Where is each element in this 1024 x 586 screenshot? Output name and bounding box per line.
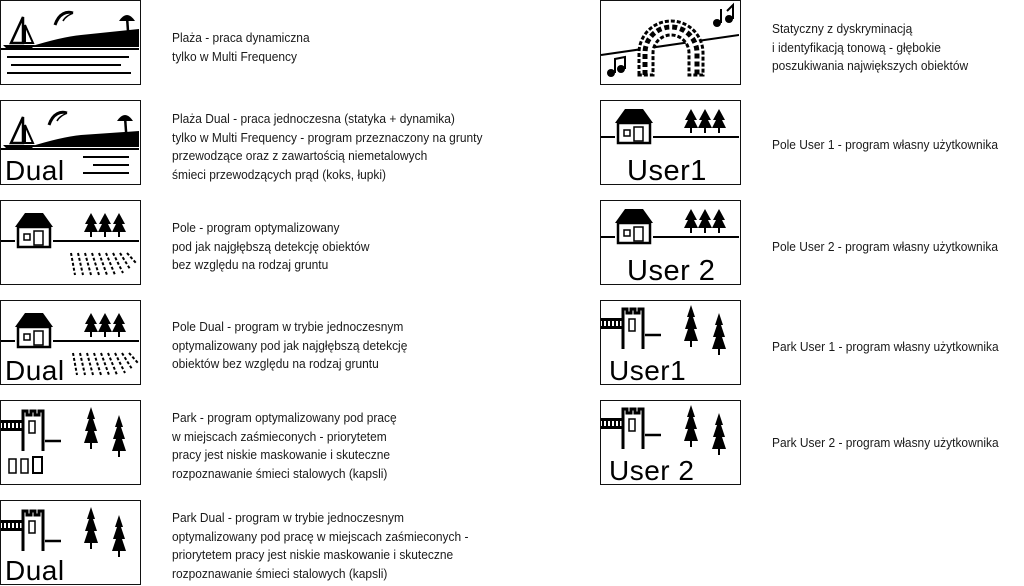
pole-user1-description: Pole User 1 - program własny użytkownika [772, 137, 999, 152]
plaza-description: Plaża - praca dynamiczna tylko w Multi Frequency [172, 30, 310, 64]
plaza-icon [0, 0, 141, 85]
pole-icon [0, 200, 141, 285]
pole-dual-label: Dual [5, 355, 65, 385]
pole-user2-label: User 2 [627, 255, 716, 285]
plaza-dual-icon [0, 100, 141, 185]
plaza-dual-description: Plaża Dual - praca jednoczesna (statyka + dynamika) tylko w Multi Frequency - program przeznaczony na grunty przewodzące oraz z zawartością niemetalowych śmieci przewodzących prąd (koks, łupki) [172, 111, 483, 182]
park-user2-description: Park User 2 - program własny użytkownika [772, 435, 999, 450]
park-user1-description: Park User 1 - program własny użytkownika [772, 339, 999, 354]
pole-user2-icon [600, 200, 741, 285]
pole-description: Pole - program optymalizowany pod jak najgłębszą detekcję obiektów bez względu na rodzaj gruntu [172, 220, 370, 272]
park-dual-label: Dual [5, 555, 65, 585]
park-dual-icon [0, 500, 141, 585]
statyczny-description: Statyczny z dyskryminacją i identyfikacją tonową - głębokie poszukiwania największych obiektów [772, 21, 969, 73]
park-user2-icon [600, 400, 741, 485]
pole-user1-icon [600, 100, 741, 185]
pole-dual-icon [0, 300, 141, 385]
pole-user1-label: User1 [627, 155, 707, 185]
park-dual-description: Park Dual - program w trybie jednoczesnym optymalizowany pod pracę w miejscach zaśmieconych - priorytetem pracy jest niskie maskowanie i skuteczne rozpoznawanie śmieci stalowych (kapsli) [172, 510, 469, 581]
park-user1-label: User1 [609, 355, 687, 385]
park-user1-icon [600, 300, 741, 385]
pole-user2-description: Pole User 2 - program własny użytkownika [772, 239, 999, 254]
park-icon [0, 400, 141, 485]
park-description: Park - program optymalizowany pod pracę w miejscach zaśmieconych - priorytetem pracy jest niskie maskowanie i skuteczne rozpoznawanie śmieci stalowych (kapsli) [172, 410, 397, 481]
park-user2-label: User 2 [609, 455, 695, 485]
plaza-dual-label: Dual [5, 155, 65, 185]
statyczny-icon [600, 0, 741, 85]
pole-dual-description: Pole Dual - program w trybie jednoczesnym optymalizowany pod jak najgłębszą detekcję obiektów bez względu na rodzaj gruntu [172, 319, 408, 371]
